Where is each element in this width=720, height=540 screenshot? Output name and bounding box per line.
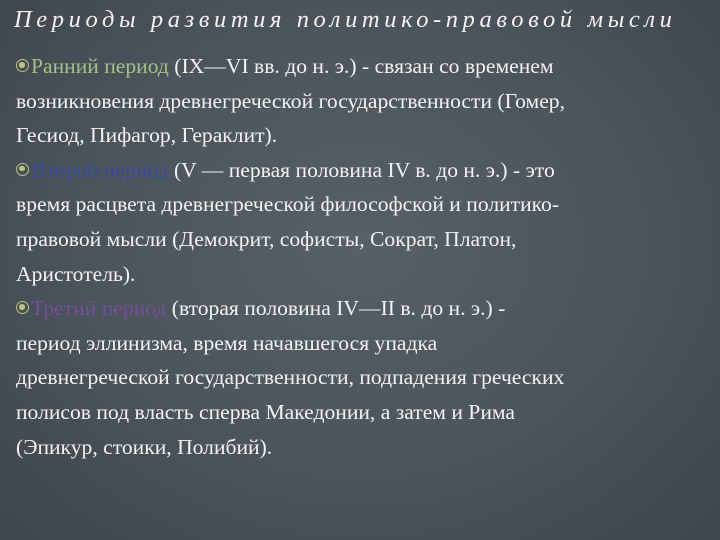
keyword-second-period: Второй период: [31, 157, 169, 182]
paragraph-third-period: [16, 291, 708, 464]
paragraph-line: возникновения древнегреческой государственности (Гомер,: [16, 88, 566, 113]
paragraph-line: время расцвета древнегреческой философской и политико-: [16, 192, 560, 217]
keyword-early-period: Ранний период: [31, 54, 169, 78]
paragraph-line: (V — первая половина IV в. до н. э.) - это: [168, 157, 555, 182]
paragraph-line: период эллинизма, время начавшегося упадка: [16, 330, 438, 355]
paragraph-line: правовой мысли (Демокрит, софисты, Сократ, Платон,: [16, 226, 517, 251]
paragraph-line: (Эпикур, стоики, Полибий).: [16, 434, 273, 459]
paragraph-line: Гесиод, Пифагор, Гераклит).: [16, 123, 278, 148]
circle-dot-icon: [16, 59, 29, 72]
slide-body: [16, 49, 708, 464]
paragraph-line: полисов под власть сперва Македонии, а затем и Рима: [16, 399, 515, 424]
paragraph-second-period: [16, 153, 708, 291]
paragraph-line: Аристотель).: [16, 261, 136, 286]
slide-title: Периоды развития политико-правовой мысли: [14, 6, 677, 33]
paragraph-line: (вторая половина IV—II в. до н. э.) -: [166, 296, 506, 321]
paragraph-line: (IX—VI вв. до н. э.) - связан со временем: [168, 54, 554, 78]
circle-dot-icon: [16, 163, 29, 176]
keyword-third-period: Третий период: [31, 296, 167, 321]
circle-dot-icon: [16, 301, 29, 314]
paragraph-line: древнегреческой государственности, подпадения греческих: [16, 365, 565, 390]
paragraph-early-period: [16, 49, 708, 153]
